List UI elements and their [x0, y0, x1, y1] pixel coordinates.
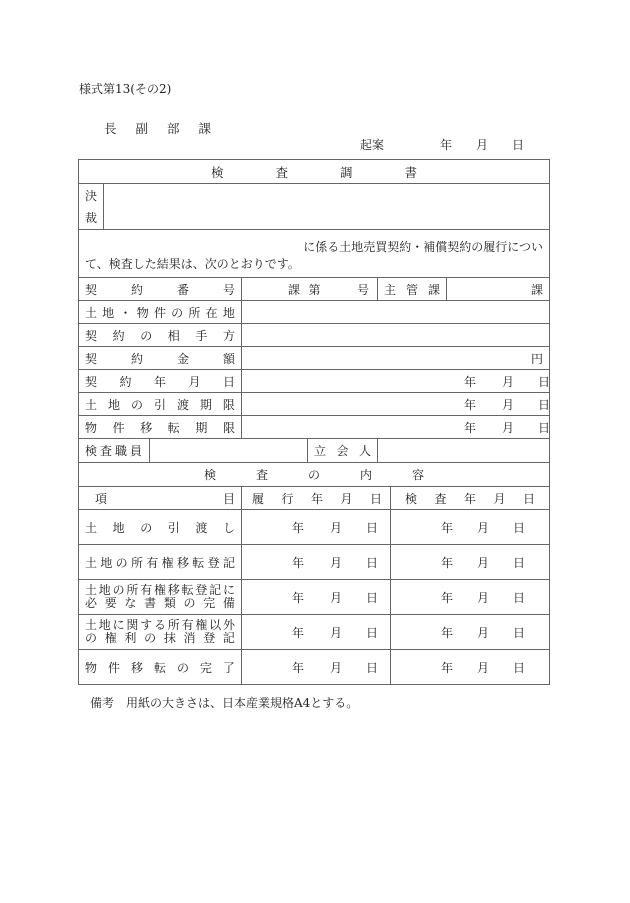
- column-header-performance-date: [241, 487, 390, 509]
- label-char: 権: [195, 618, 208, 632]
- label-char: な: [124, 596, 137, 610]
- label-char: 件: [112, 420, 125, 435]
- label-char: 類: [163, 596, 176, 610]
- year-label: 年: [292, 660, 305, 675]
- label-char: 主: [384, 282, 397, 297]
- label-char: 月: [188, 374, 201, 389]
- column-header-inspection-date: [390, 487, 549, 509]
- performance-date-field[interactable]: [241, 580, 390, 614]
- year-label: 年: [441, 625, 454, 640]
- label-char: 土: [85, 555, 98, 570]
- label-char: 年: [463, 491, 476, 506]
- label-char: の: [115, 555, 128, 570]
- label-char: 月: [340, 491, 353, 506]
- item-label-line-2: [85, 632, 235, 645]
- label-char: し: [222, 520, 235, 535]
- label-char: 権: [153, 583, 166, 597]
- label-char: 課: [427, 282, 440, 297]
- day-label: 日: [366, 625, 379, 640]
- label-char: 完: [203, 596, 216, 610]
- label-char: の: [140, 520, 153, 535]
- label-char: 土: [85, 397, 98, 412]
- item-row-relocation-complete: [79, 650, 549, 684]
- location-row: [79, 301, 549, 324]
- year-label: 年: [441, 555, 454, 570]
- label-char: 利: [124, 631, 137, 645]
- draft-month: 月: [476, 138, 489, 152]
- label-char: 査: [434, 491, 447, 506]
- label-char: 了: [222, 660, 235, 675]
- item-row-registration-documents: [79, 580, 549, 615]
- month-label: 月: [330, 625, 343, 640]
- label-char: 土: [85, 520, 98, 535]
- item-label: [79, 650, 241, 684]
- label-char: 引: [167, 520, 180, 535]
- label-char: 登: [195, 583, 208, 597]
- month-label: 月: [330, 520, 343, 535]
- label-char: 関: [126, 618, 139, 632]
- label-char: 年: [153, 374, 166, 389]
- year-label: 年: [464, 374, 477, 389]
- year-label: 年: [292, 590, 305, 605]
- label-char: 転: [192, 555, 205, 570]
- day-label: 日: [538, 397, 551, 412]
- label-char: 方: [222, 328, 235, 343]
- label-char: 年: [310, 491, 323, 506]
- day-label: 日: [366, 555, 379, 570]
- day-label: 日: [538, 374, 551, 389]
- counterparty-field[interactable]: [241, 324, 549, 346]
- month-label: 月: [502, 420, 515, 435]
- label-char: 地: [102, 305, 115, 320]
- counterparty-row: [79, 324, 549, 347]
- decision-label: [79, 184, 103, 229]
- decision-row: [79, 184, 549, 230]
- label-char: に: [222, 583, 235, 597]
- item-label: [79, 615, 241, 649]
- title-row: [79, 160, 549, 184]
- label-char: 物: [85, 660, 98, 675]
- dept-suffix: 課: [530, 282, 543, 297]
- item-row-land-handover: [79, 510, 549, 545]
- approver-deputy: 副: [135, 121, 149, 136]
- label-char: 在: [205, 305, 218, 320]
- title-char: 内: [360, 468, 373, 482]
- year-label: 年: [441, 590, 454, 605]
- label-char: 転: [153, 660, 166, 675]
- relocation-deadline-row: [79, 416, 549, 439]
- label-char: 月: [493, 491, 506, 506]
- label-char: 完: [199, 660, 212, 675]
- label-char: 人: [358, 444, 371, 458]
- day-label: 日: [513, 660, 526, 675]
- contract-amount-row: [79, 347, 549, 370]
- label-char: 土: [85, 618, 98, 632]
- month-label: 月: [477, 520, 490, 535]
- performance-date-field[interactable]: [241, 615, 390, 649]
- label-char: 号: [356, 282, 369, 297]
- location-label: [79, 301, 241, 323]
- month-label: 月: [477, 660, 490, 675]
- year-label: 年: [464, 420, 477, 435]
- intro-line-2: て、検査した結果は、次のとおりです。: [85, 257, 300, 271]
- inspection-date-field[interactable]: [390, 545, 549, 579]
- inspection-date-field[interactable]: [390, 650, 549, 684]
- label-char: 件: [153, 305, 166, 320]
- day-label: 日: [513, 590, 526, 605]
- inspection-date-field[interactable]: [390, 510, 549, 544]
- label-char: 移: [130, 660, 143, 675]
- day-label: 日: [366, 590, 379, 605]
- item-label-line-2: [85, 597, 235, 610]
- label-char: 有: [140, 583, 153, 597]
- performance-date-field[interactable]: [241, 650, 390, 684]
- title-char: 書: [404, 164, 418, 180]
- witness-label: [307, 439, 377, 462]
- month-label: 月: [477, 625, 490, 640]
- title-char: 検: [203, 468, 216, 482]
- land-handover-deadline-row: [79, 393, 549, 416]
- label-char: の: [85, 631, 98, 645]
- label-char: 期: [195, 420, 208, 435]
- label-char: に: [112, 618, 125, 632]
- contract-amount-label: [79, 347, 241, 369]
- year-label: 年: [441, 660, 454, 675]
- label-char: 権: [104, 631, 117, 645]
- label-char: 物: [85, 420, 98, 435]
- label-char: 契: [85, 282, 98, 297]
- label-char: 外: [222, 618, 235, 632]
- year-label: 年: [292, 555, 305, 570]
- item-row-other-rights-cancellation: [79, 615, 549, 650]
- label-char: 地: [107, 397, 120, 412]
- draft-label: 起案: [360, 138, 385, 152]
- approver-department: 部: [167, 121, 180, 136]
- label-char: る: [153, 618, 166, 632]
- yen-suffix: 円: [530, 351, 543, 366]
- label-char: 日: [522, 491, 535, 506]
- label-char: 移: [176, 555, 189, 570]
- label-char: 要: [104, 596, 117, 610]
- label-char: 地: [100, 555, 113, 570]
- label-char: 以: [209, 618, 222, 632]
- month-label: 月: [477, 555, 490, 570]
- performance-date-field[interactable]: [241, 545, 390, 579]
- label-char: 所: [126, 583, 139, 597]
- label-char: 転: [181, 583, 194, 597]
- label-char: 検: [405, 491, 418, 506]
- day-label: 日: [538, 420, 551, 435]
- label-char: 登: [203, 631, 216, 645]
- label-char: 限: [222, 397, 235, 412]
- label-char: 抹: [163, 631, 176, 645]
- label-char: 管: [405, 282, 418, 297]
- day-label: 日: [513, 520, 526, 535]
- label-char: 渡: [176, 397, 189, 412]
- inspection-date-field[interactable]: [390, 580, 549, 614]
- label-char: 渡: [195, 520, 208, 535]
- inspector-label: [79, 439, 149, 462]
- label-char: の: [140, 328, 153, 343]
- label-char: 約: [130, 282, 143, 297]
- label-char: す: [140, 618, 153, 632]
- label-char: 記: [222, 631, 235, 645]
- label-char: の: [171, 305, 184, 320]
- inspector-field[interactable]: [149, 439, 307, 462]
- label-char: 額: [222, 351, 235, 366]
- label-char: 登: [207, 555, 220, 570]
- month-label: 月: [477, 590, 490, 605]
- month-label: 月: [330, 660, 343, 675]
- label-char: の: [130, 397, 143, 412]
- label-char: 履: [252, 491, 265, 506]
- label-char: 期: [199, 397, 212, 412]
- label-char: 有: [181, 618, 194, 632]
- label-char: 備: [222, 596, 235, 610]
- managing-dept-field[interactable]: [446, 278, 549, 300]
- approver-section: 課: [198, 121, 212, 136]
- month-label: 月: [330, 590, 343, 605]
- label-char: 目: [222, 491, 235, 506]
- inspection-date-field[interactable]: [390, 615, 549, 649]
- relocation-deadline-field[interactable]: [241, 416, 549, 438]
- label-char: 書: [144, 596, 157, 610]
- label-char: 記: [222, 555, 235, 570]
- label-char: 職: [115, 444, 128, 458]
- managing-dept-label: [377, 278, 446, 300]
- contract-date-field[interactable]: [241, 370, 549, 392]
- item-label: [79, 580, 241, 614]
- label-char: 第: [308, 282, 321, 297]
- label-char: 物: [136, 305, 149, 320]
- label-char: 立: [314, 444, 327, 458]
- label-char: 地: [98, 583, 111, 597]
- year-label: 年: [441, 520, 454, 535]
- approver-chief: 長: [104, 121, 117, 136]
- label-char: 約: [112, 328, 125, 343]
- label-char: 課: [288, 282, 301, 297]
- label-char: 手: [195, 328, 208, 343]
- form-number: 様式第13(その2): [79, 82, 172, 96]
- witness-field[interactable]: [377, 439, 549, 462]
- label-char: 地: [112, 520, 125, 535]
- label-char: の: [183, 596, 196, 610]
- label-char: 転: [167, 420, 180, 435]
- label-char: 所: [130, 555, 143, 570]
- label-char: 所: [188, 305, 201, 320]
- month-label: 月: [330, 555, 343, 570]
- title-char: 検: [210, 164, 224, 180]
- document-title: [79, 160, 549, 183]
- decision-label-char: 決: [84, 188, 97, 203]
- label-char: ・: [119, 305, 132, 320]
- label-char: 日: [222, 374, 235, 389]
- label-char: 金: [176, 351, 189, 366]
- contract-number-row: [79, 278, 549, 301]
- intro-line-1: に係る土地売買契約・補償契約の履行につい: [303, 240, 543, 254]
- contract-date-row: [79, 370, 549, 393]
- label-char: 相: [167, 328, 180, 343]
- title-char: 査: [255, 468, 268, 482]
- inspection-content-title-row: [79, 463, 549, 487]
- title-char: 査: [275, 164, 288, 180]
- label-char: 地: [222, 305, 235, 320]
- decision-field[interactable]: [103, 184, 549, 229]
- label-char: 員: [130, 444, 143, 458]
- day-label: 日: [366, 520, 379, 535]
- label-char: 日: [369, 491, 382, 506]
- label-char: 号: [222, 282, 235, 297]
- label-char: 引: [153, 397, 166, 412]
- label-char: 地: [98, 618, 111, 632]
- inspector-row: [79, 439, 549, 463]
- label-char: 土: [85, 583, 98, 597]
- contract-date-label: [79, 370, 241, 392]
- inspection-content-title: [79, 463, 549, 486]
- year-label: 年: [464, 397, 477, 412]
- title-char: 調: [340, 164, 353, 180]
- draft-year: 年: [440, 138, 453, 152]
- land-handover-deadline-label: [79, 393, 241, 415]
- land-handover-deadline-field[interactable]: [241, 393, 549, 415]
- contract-amount-field[interactable]: [241, 347, 549, 369]
- month-label: 月: [502, 397, 515, 412]
- decision-label-char: 裁: [84, 211, 97, 226]
- title-char: の: [307, 468, 320, 482]
- draft-day: 日: [512, 138, 525, 152]
- contract-number-label: [79, 278, 241, 300]
- counterparty-label: [79, 324, 241, 346]
- title-char: 容: [412, 468, 425, 482]
- relocation-deadline-label: [79, 416, 241, 438]
- day-label: 日: [366, 660, 379, 675]
- contract-number-field[interactable]: [241, 278, 377, 300]
- label-char: 必: [85, 596, 98, 610]
- label-char: 約: [119, 374, 132, 389]
- month-label: 月: [502, 374, 515, 389]
- content-header-row: [79, 487, 549, 510]
- year-label: 年: [292, 520, 305, 535]
- label-char: 検: [85, 444, 98, 458]
- label-char: 権: [161, 555, 174, 570]
- label-char: 番: [176, 282, 189, 297]
- item-row-ownership-transfer-registration: [79, 545, 549, 580]
- label-char: 移: [167, 583, 180, 597]
- approver-labels: [104, 119, 226, 137]
- label-char: 消: [183, 631, 196, 645]
- day-label: 日: [513, 625, 526, 640]
- performance-date-field[interactable]: [241, 510, 390, 544]
- label-char: 件: [107, 660, 120, 675]
- column-header-item: [79, 487, 241, 509]
- label-char: 契: [85, 328, 98, 343]
- label-char: 契: [85, 374, 98, 389]
- label-char: 有: [146, 555, 159, 570]
- intro-row: [79, 230, 549, 278]
- label-char: 査: [100, 444, 113, 458]
- inspection-report-table: [78, 159, 550, 685]
- label-char: の: [176, 660, 189, 675]
- label-char: 契: [85, 351, 98, 366]
- label-char: 記: [209, 583, 222, 597]
- label-char: 約: [130, 351, 143, 366]
- item-label: [79, 545, 241, 579]
- label-char: 会: [336, 444, 349, 458]
- label-char: 土: [85, 305, 98, 320]
- label-char: 項: [95, 491, 108, 506]
- day-label: 日: [513, 555, 526, 570]
- item-label: [79, 510, 241, 544]
- label-char: 移: [140, 420, 153, 435]
- label-char: の: [144, 631, 157, 645]
- remarks-note: 備考 用紙の大きさは、日本産業規格A4とする。: [90, 696, 359, 710]
- label-char: 所: [167, 618, 180, 632]
- label-char: の: [112, 583, 125, 597]
- label-char: 限: [222, 420, 235, 435]
- location-field[interactable]: [241, 301, 549, 323]
- label-char: 行: [281, 491, 294, 506]
- year-label: 年: [292, 625, 305, 640]
